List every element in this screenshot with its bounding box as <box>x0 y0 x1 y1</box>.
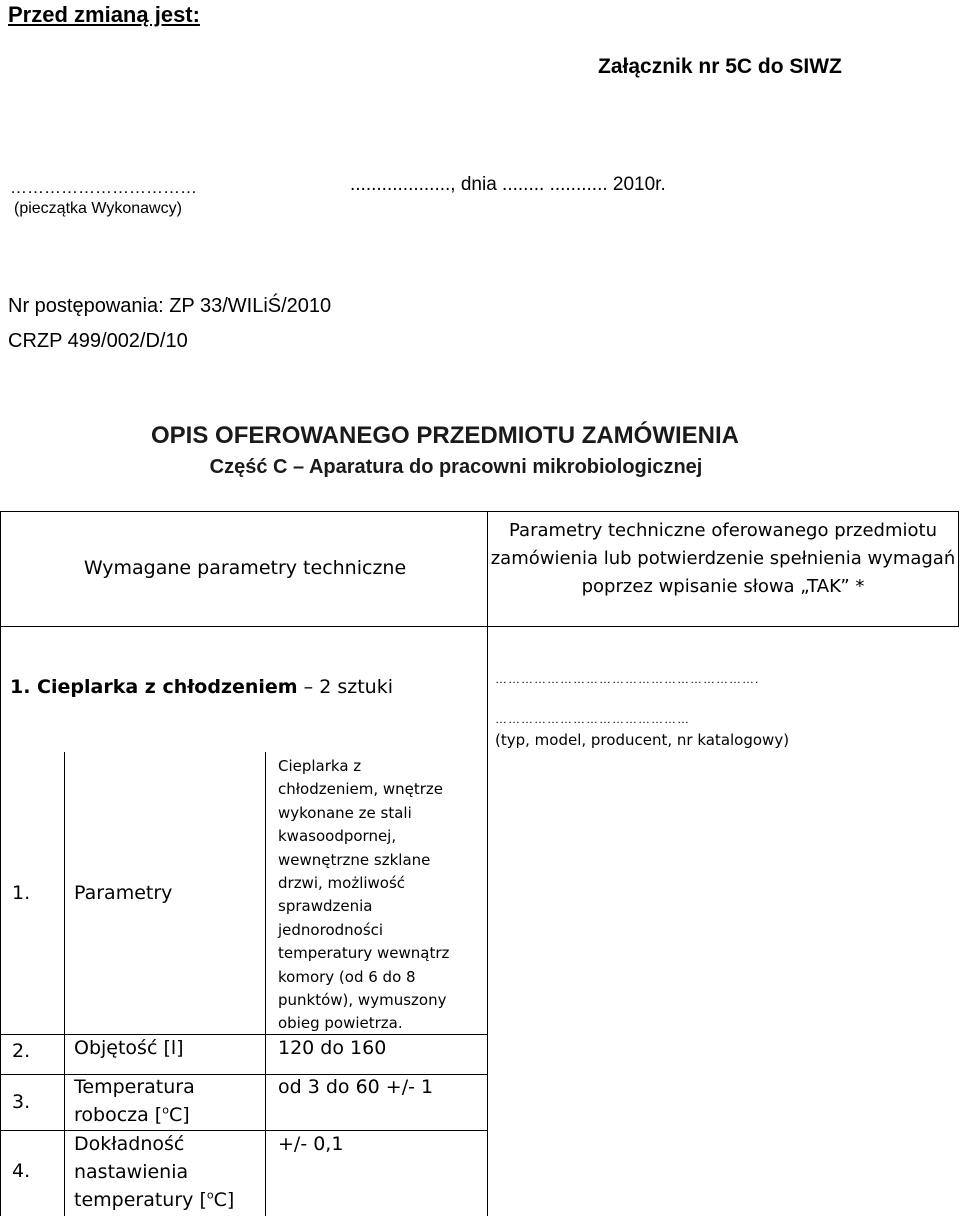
row-2-value: 120 do 160 <box>278 1037 387 1059</box>
row-4-name-line-3 <box>74 1186 234 1214</box>
row-4-name-pre: temperatury [ <box>74 1189 207 1211</box>
row-1-number: 1. <box>12 882 31 904</box>
row-3-name-post: C] <box>168 1104 190 1126</box>
answer-dots-2: ……………………………………… <box>495 712 690 726</box>
row-3-name <box>74 1073 195 1129</box>
description-line: punktów), wymuszony <box>278 991 447 1010</box>
description-line: chłodzeniem, wnętrze <box>278 780 444 799</box>
row-3-name-pre: robocza [ <box>74 1104 163 1126</box>
answer-caption: (typ, model, producent, nr katalogowy) <box>495 731 790 749</box>
section-title <box>10 676 393 698</box>
description-line: drzwi, możliwość <box>278 874 406 893</box>
document-title: OPIS OFEROWANEGO PRZEDMIOTU ZAMÓWIENIA <box>151 422 739 449</box>
description-line: wewnętrzne szklane <box>278 850 431 869</box>
row-4-number: 4. <box>12 1160 31 1182</box>
date-line: ..................., dnia ........ ........... 2010r. <box>350 174 666 195</box>
row-3-number: 3. <box>12 1091 31 1113</box>
row-3-value: od 3 do 60 +/- 1 <box>278 1076 434 1098</box>
offered-parameters-header: Parametry techniczne oferowanego przedmiotu zamówienia lub potwierdzenie spełnienia wymagań poprzez wpisanie słowa „TAK” * <box>490 520 956 597</box>
row-2-name: Objętość [l] <box>74 1037 184 1059</box>
row-4-name-line-1: Dokładność <box>74 1133 185 1155</box>
procedure-number: Nr postępowania: ZP 33/WILiŚ/2010 <box>8 295 332 317</box>
stamp-caption: (pieczątka Wykonawcy) <box>14 200 182 217</box>
section-quantity: – 2 sztuki <box>303 676 393 698</box>
row-4-name-line-2: nastawienia <box>74 1161 189 1183</box>
description-line: sprawdzenia <box>278 897 373 916</box>
description-line: kwasoodpornej, <box>278 827 397 846</box>
row-3-name-line-1: Temperatura <box>74 1076 195 1098</box>
degree-sup: o <box>162 1103 169 1117</box>
crzp-number: CRZP 499/002/D/10 <box>8 330 188 352</box>
row-2-number: 2. <box>12 1040 31 1062</box>
before-change-heading: Przed zmianą jest: <box>8 2 200 27</box>
section-number-title: 1. Cieplarka z chłodzeniem <box>10 676 298 698</box>
description-line: temperatury wewnątrz <box>278 944 450 963</box>
description-line: jednorodności <box>278 920 384 939</box>
degree-sup: o <box>206 1188 214 1202</box>
row-1-description <box>278 755 449 1036</box>
row-4-name-post: C] <box>213 1189 235 1211</box>
description-line: obieg powietrza. <box>278 1014 403 1033</box>
description-line: komory (od 6 do 8 <box>278 967 416 986</box>
description-line: wykonane ze stali <box>278 803 412 822</box>
answer-dots-1: ……………………………………………………. <box>495 672 760 686</box>
document-subtitle: Część C – Aparatura do pracowni mikrobiologicznej <box>209 456 703 478</box>
description-line: Cieplarka z <box>278 757 362 775</box>
row-1-name: Parametry <box>74 882 173 904</box>
stamp-dots: …………………………… <box>10 178 197 197</box>
row-4-name <box>74 1130 234 1214</box>
row-4-value: +/- 0,1 <box>278 1133 344 1155</box>
required-parameters-header: Wymagane parametry techniczne <box>83 557 407 579</box>
row-3-name-line-2 <box>74 1101 195 1129</box>
annex-label: Załącznik nr 5C do SIWZ <box>598 55 842 78</box>
